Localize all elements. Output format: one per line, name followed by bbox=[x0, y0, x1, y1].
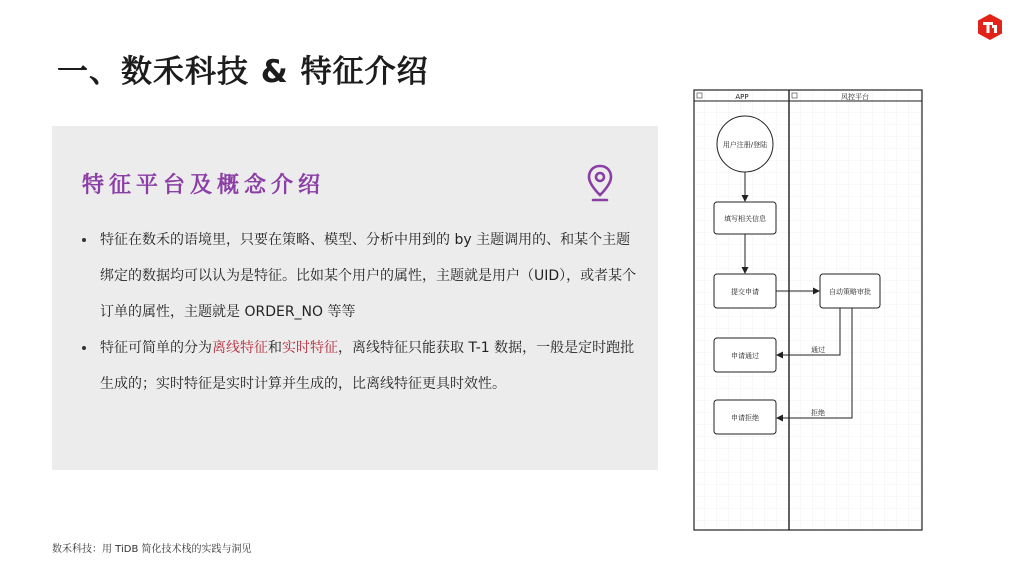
reject-label: 申请拒绝 bbox=[731, 414, 759, 422]
bullet-text: 和 bbox=[268, 340, 282, 356]
submit-label: 提交申请 bbox=[731, 288, 759, 296]
pass-label: 申请通过 bbox=[731, 352, 759, 360]
flowchart-diagram bbox=[692, 88, 924, 532]
tidb-logo-icon bbox=[978, 14, 1002, 40]
location-pin-icon bbox=[586, 164, 614, 202]
offline-feature-highlight: 离线特征 bbox=[212, 340, 268, 356]
realtime-feature-highlight: 实时特征 bbox=[282, 340, 338, 356]
panel-heading: 特征平台及概念介绍 bbox=[82, 173, 326, 198]
risk-approval-label: 自动策略审批 bbox=[829, 288, 871, 296]
content-panel bbox=[52, 126, 658, 470]
page-title: 一、数禾科技 & 特征介绍 bbox=[57, 54, 429, 90]
bullet-item bbox=[82, 330, 642, 402]
bullet-text: ，离线特征只能获取 T-1 数据，一般是定时跑批生成的；实时特征是实时计算并生成的，比离线特征更具时效性。 bbox=[100, 340, 635, 392]
bullet-text: 特征可简单的分为 bbox=[100, 340, 212, 356]
lane-risk-label: 风控平台 bbox=[841, 93, 869, 101]
edge-reject-label: 拒绝 bbox=[811, 409, 825, 417]
fill-info-label: 填写相关信息 bbox=[724, 215, 766, 223]
bullet-text: 特征在数禾的语境里，只要在策略、模型、分析中用到的 by 主题调用的、和某个主题绑定的数据均可以认为是特征。比如某个用户的属性，主题就是用户（UID），或者某个订单的属性，主题就是 ORDER_NO 等等 bbox=[100, 232, 637, 320]
lane-app-label: APP bbox=[735, 93, 749, 101]
footer-caption: 数禾科技：用 TiDB 简化技术栈的实践与洞见 bbox=[52, 544, 252, 555]
bullet-list bbox=[82, 222, 642, 402]
edge-pass-label: 通过 bbox=[811, 346, 825, 354]
bullet-item bbox=[82, 222, 642, 330]
start-node-label: 用户注册/登陆 bbox=[722, 141, 768, 149]
